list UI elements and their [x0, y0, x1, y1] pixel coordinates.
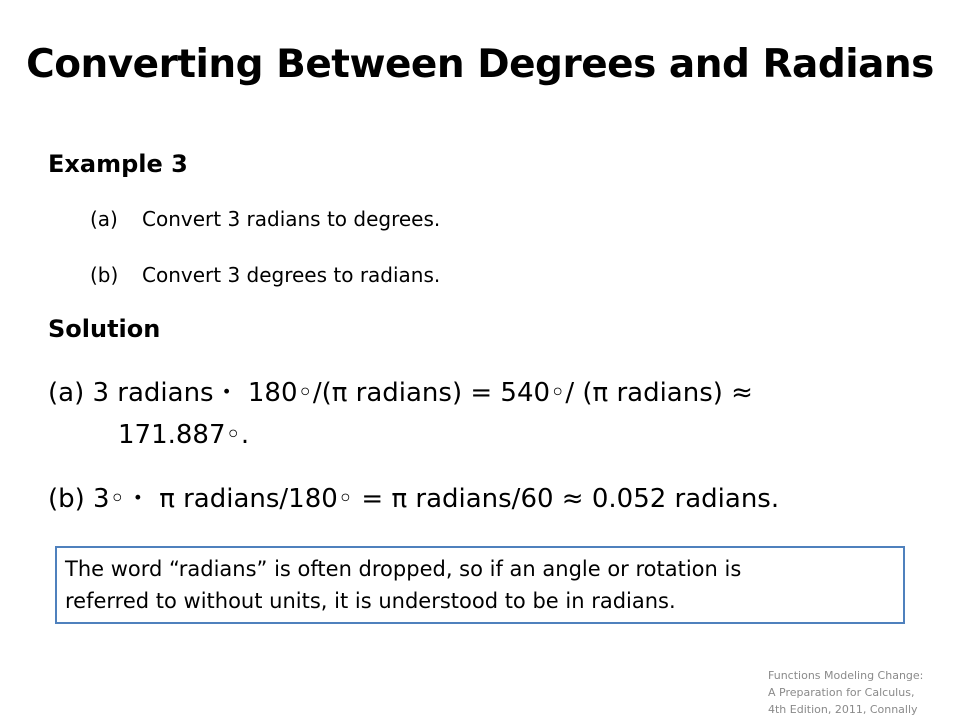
list-marker-a: (a) — [90, 207, 118, 231]
solution-b-line: (b) 3◦・ π radians/180◦ = π radians/60 ≈ 0.052 radians. — [48, 484, 780, 514]
list-item-a — [90, 207, 440, 231]
citation-line-2: A Preparation for Calculus, — [768, 686, 915, 699]
list-item-b — [90, 263, 440, 287]
note-line-1: The word “radians” is often dropped, so if an angle or rotation is — [65, 557, 742, 581]
slide-title: Converting Between Degrees and Radians — [26, 42, 934, 87]
solution-heading: Solution — [48, 315, 161, 343]
note-line-2: referred to without units, it is understood to be in radians. — [65, 589, 676, 613]
example-heading: Example 3 — [48, 150, 188, 178]
solution-a-line-1: (a) 3 radians・ 180◦/(π radians) = 540◦/ (π radians) ≈ — [48, 378, 753, 408]
note-box — [55, 546, 905, 624]
list-text-b: Convert 3 degrees to radians. — [142, 263, 441, 287]
solution-a-line-2: 171.887◦. — [118, 420, 250, 450]
list-text-a: Convert 3 radians to degrees. — [142, 207, 441, 231]
list-marker-b: (b) — [90, 263, 119, 287]
citation-line-3: 4th Edition, 2011, Connally — [768, 703, 918, 716]
citation — [768, 667, 923, 718]
citation-line-1: Functions Modeling Change: — [768, 669, 924, 682]
